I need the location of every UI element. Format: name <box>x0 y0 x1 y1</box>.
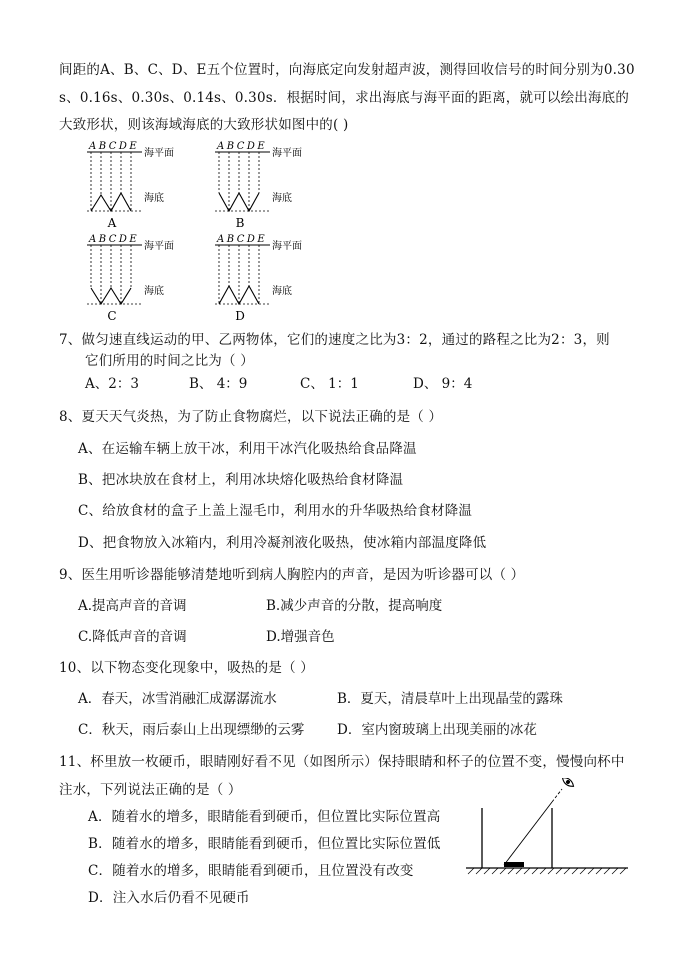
option-label-d: D <box>235 309 245 322</box>
question-10-option-c: C．秋天，雨后泰山上出现缥缈的云雾 <box>78 722 305 738</box>
question-8-option-c: C、给放食材的盒子上盖上湿毛巾，利用水的升华吸热给食材降温 <box>78 503 473 519</box>
question-6-text-line-1: 间距的A、B、C、D、E五个位置时，向海底定向发射超声波，测得回收信号的时间分别为0.30 <box>59 62 635 78</box>
sea-floor-label: 海底 <box>272 193 292 204</box>
question-7-option-a: A、2：3 <box>85 376 139 392</box>
sea-surface-label: 海平面 <box>272 148 302 159</box>
question-11-option-b: B．随着水的增多，眼睛能看到硬币，但位置比实际位置低 <box>88 836 441 852</box>
seafloor-diagram-c <box>80 230 200 322</box>
option-label-a: A <box>107 216 117 229</box>
eye-icon <box>561 778 576 789</box>
question-11-stem-line-1: 11、杯里放一枚硬币，眼睛刚好看不见（如图所示）保持眼睛和杯子的位置不变，慢慢向杯中 <box>59 754 625 770</box>
question-7-option-d: D、 9：4 <box>413 376 473 392</box>
question-7-stem-line-2: 它们所用的时间之比为（ ） <box>85 353 254 369</box>
question-9-option-c: C.降低声音的音调 <box>78 629 187 645</box>
question-6-text-line-3: 大致形状，则该海域海底的大致形状如图中的( ) <box>59 117 349 133</box>
option-label-b: B <box>235 216 245 229</box>
point-labels: ABCDE <box>217 141 268 152</box>
question-8-option-b: B、把冰块放在食材上，利用冰块熔化吸热给食材降温 <box>78 472 404 488</box>
coin-icon <box>504 862 524 867</box>
question-11-option-a: A．随着水的增多，眼睛能看到硬币，但位置比实际位置高 <box>88 809 441 825</box>
question-7-option-c: C、 1：1 <box>300 376 359 392</box>
question-8-stem: 8、夏天天气炎热，为了防止食物腐烂，以下说法正确的是（ ） <box>59 409 443 425</box>
sea-surface-label: 海平面 <box>144 241 174 252</box>
question-10-option-a: A．春天，冰雪消融汇成潺潺流水 <box>78 691 277 707</box>
point-labels: ABCDE <box>217 234 268 245</box>
question-9-stem: 9、医生用听诊器能够清楚地听到病人胸腔内的声音，是因为听诊器可以（ ） <box>59 567 525 583</box>
question-11-option-c: C．随着水的增多，眼睛能看到硬币，且位置没有改变 <box>88 863 414 879</box>
question-7-option-b: B、 4：9 <box>189 376 248 392</box>
question-9-option-b: B.减少声音的分散，提高响度 <box>266 598 443 614</box>
question-11-stem-line-2: 注水，下列说法正确的是（ ） <box>59 782 242 798</box>
question-8-option-d: D、把食物放入冰箱内，利用冷凝剂液化吸热，使冰箱内部温度降低 <box>78 535 487 551</box>
question-7-stem-line-1: 7、做匀速直线运动的甲、乙两物体，它们的速度之比为3：2，通过的路程之比为2：3，则 <box>59 332 610 348</box>
point-labels: ABCDE <box>89 141 140 152</box>
question-9-option-a: A.提高声音的音调 <box>78 598 187 614</box>
sea-floor-label: 海底 <box>272 286 292 297</box>
cup-coin-eye-diagram <box>462 778 632 878</box>
question-10-option-b: B．夏天，清晨草叶上出现晶莹的露珠 <box>337 691 563 707</box>
point-labels: ABCDE <box>89 234 140 245</box>
seafloor-diagram-d <box>208 230 328 322</box>
option-label-c: C <box>107 309 117 322</box>
seafloor-diagram-b <box>208 137 328 229</box>
question-10-option-d: D．室内窗玻璃上出现美丽的冰花 <box>337 722 537 738</box>
sea-surface-label: 海平面 <box>144 148 174 159</box>
question-9-option-d: D.增强音色 <box>266 629 335 645</box>
sea-surface-label: 海平面 <box>272 241 302 252</box>
question-10-stem: 10、以下物态变化现象中，吸热的是（ ） <box>59 660 314 676</box>
sea-floor-label: 海底 <box>144 193 164 204</box>
question-8-option-a: A、在运输车辆上放干冰，利用干冰汽化吸热给食品降温 <box>78 441 417 457</box>
seafloor-diagram-a <box>80 137 200 229</box>
sea-floor-label: 海底 <box>144 286 164 297</box>
question-6-text-line-2: s、0.16s、0.30s、0.14s、0.30s．根据时间，求出海底与海平面的距离，就可以绘出海底的 <box>59 90 630 106</box>
question-11-option-d: D．注入水后仍看不见硬币 <box>88 890 250 906</box>
